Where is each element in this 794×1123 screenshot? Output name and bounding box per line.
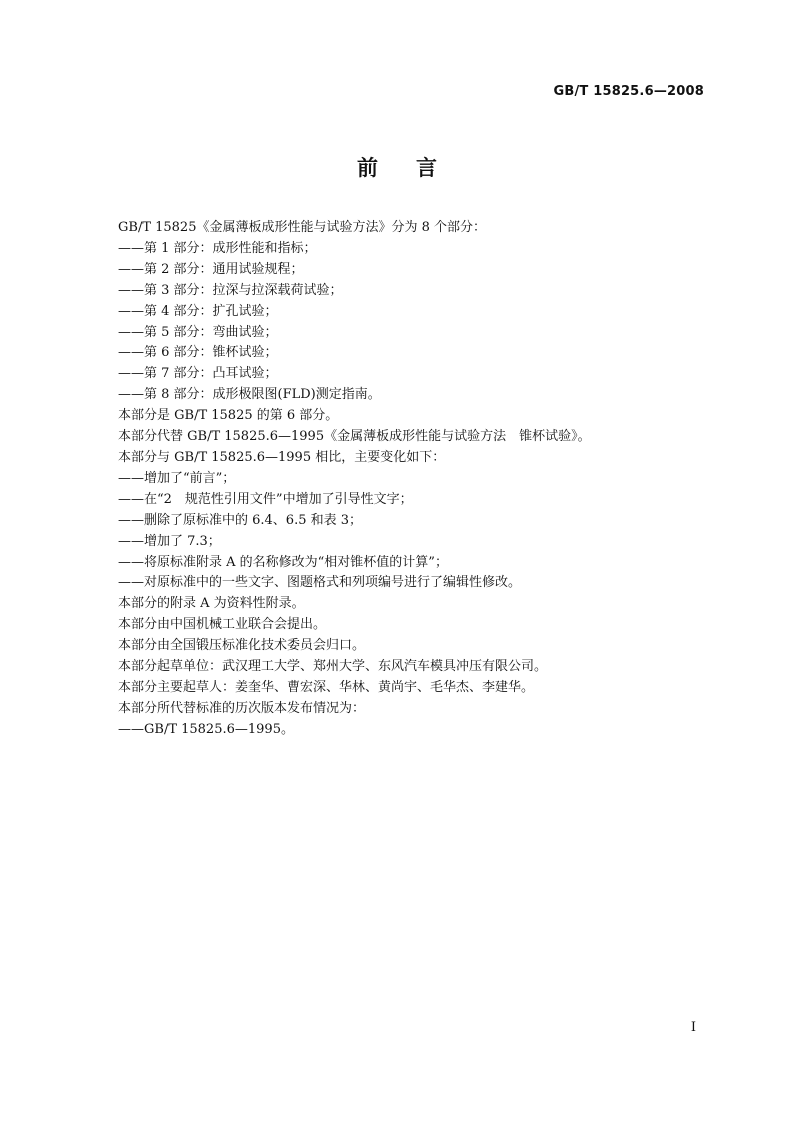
list-item: ——第 6 部分：锥杯试验； (118, 345, 278, 361)
text-line: 本部分与 GB/T 15825.6—1995 相比，主要变化如下： (118, 449, 446, 465)
list-item: ——第 5 部分：弯曲试验； (118, 324, 278, 340)
standard-code-header: GB/T 15825.6—2008 (553, 84, 704, 99)
text-line: 本部分主要起草人：姜奎华、曹宏深、华林、黄尚宇、毛华杰、李建华。 (118, 679, 535, 695)
list-item: ——GB/T 15825.6—1995。 (118, 721, 294, 737)
text-line: 本部分由全国锻压标准化技术委员会归口。 (118, 638, 366, 654)
text-line: 本部分所代替标准的历次版本发布情况为： (118, 700, 366, 716)
list-item: ——对原标准中的一些文字、图题格式和列项编号进行了编辑性修改。 (118, 575, 522, 591)
list-item: ——删除了原标准中的 6.4、6.5 和表 3； (118, 512, 363, 528)
list-item: ——第 3 部分：拉深与拉深载荷试验； (118, 282, 343, 298)
list-item: ——第 4 部分：扩孔试验； (118, 303, 278, 319)
list-item: ——将原标准附录 A 的名称修改为“相对锥杯值的计算”； (118, 554, 448, 570)
text-line: 本部分的附录 A 为资料性附录。 (118, 596, 305, 612)
list-item: ——在“2 规范性引用文件”中增加了引导性文字； (118, 491, 413, 507)
list-item: ——第 7 部分：凸耳试验； (118, 366, 278, 382)
text-line: 本部分是 GB/T 15825 的第 6 部分。 (118, 408, 339, 424)
document-body (118, 218, 718, 741)
page-number: I (690, 1020, 696, 1035)
text-line: GB/T 15825《金属薄板成形性能与试验方法》分为 8 个部分： (118, 220, 487, 235)
list-item: ——第 2 部分：通用试验规程； (118, 261, 304, 277)
text-line: 本部分由中国机械工业联合会提出。 (118, 617, 327, 633)
list-item: ——第 8 部分：成形极限图(FLD)测定指南。 (118, 387, 381, 403)
list-item: ——增加了“前言”； (118, 470, 236, 486)
page-title: 前言 (357, 156, 475, 180)
text-line: 本部分起草单位：武汉理工大学、郑州大学、东风汽车模具冲压有限公司。 (118, 659, 548, 675)
list-item: ——第 1 部分：成形性能和指标； (118, 240, 317, 256)
list-item: ——增加了 7.3； (118, 533, 221, 549)
text-line: 本部分代替 GB/T 15825.6—1995《金属薄板成形性能与试验方法 锥杯试验》。 (118, 429, 591, 445)
